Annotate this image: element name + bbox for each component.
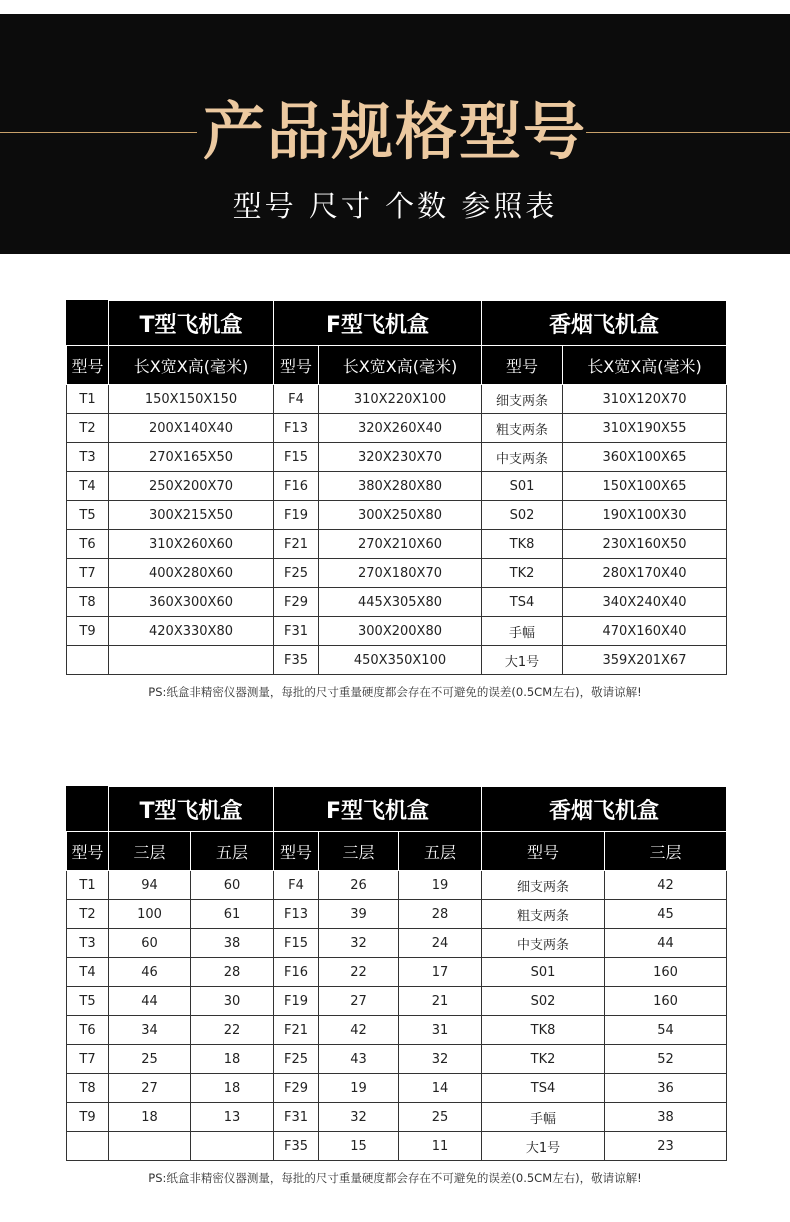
count-spec-table xyxy=(66,786,727,1161)
table-cell: 300X250X80 xyxy=(319,501,482,530)
table-cell: F21 xyxy=(274,1016,319,1045)
table-cell: 44 xyxy=(109,987,191,1016)
table-cell: TK8 xyxy=(482,530,563,559)
col-header-dimensions: 长X宽X高(毫米) xyxy=(563,346,727,385)
table-cell: 359X201X67 xyxy=(563,646,727,675)
table-cell: 27 xyxy=(319,987,399,1016)
table-cell: S02 xyxy=(482,987,605,1016)
group-header-cigarette-box: 香烟飞机盒 xyxy=(482,787,727,832)
table-cell: 42 xyxy=(319,1016,399,1045)
table-cell: 310X190X55 xyxy=(563,414,727,443)
table-cell: 320X230X70 xyxy=(319,443,482,472)
table-cell: F29 xyxy=(274,588,319,617)
table-cell: 54 xyxy=(605,1016,727,1045)
table-cell: 52 xyxy=(605,1045,727,1074)
table-row xyxy=(67,958,727,987)
table-cell: TS4 xyxy=(482,588,563,617)
table-cell: T3 xyxy=(67,929,109,958)
table-cell: T4 xyxy=(67,472,109,501)
group-header-f-box: F型飞机盒 xyxy=(274,301,482,346)
table-cell: 38 xyxy=(191,929,274,958)
col-header-dimensions: 长X宽X高(毫米) xyxy=(319,346,482,385)
table-cell: TK2 xyxy=(482,559,563,588)
table-row xyxy=(67,617,727,646)
table-cell: 39 xyxy=(319,900,399,929)
table-cell: T4 xyxy=(67,958,109,987)
table-cell: 320X260X40 xyxy=(319,414,482,443)
table-cell: 61 xyxy=(191,900,274,929)
table-cell: F29 xyxy=(274,1074,319,1103)
table-cell: 470X160X40 xyxy=(563,617,727,646)
table-cell: F31 xyxy=(274,617,319,646)
table-cell: 270X180X70 xyxy=(319,559,482,588)
table-cell: 27 xyxy=(109,1074,191,1103)
group-header-row xyxy=(67,301,727,346)
table-cell: 150X100X65 xyxy=(563,472,727,501)
col-header-model: 型号 xyxy=(67,346,109,385)
table-cell: 22 xyxy=(191,1016,274,1045)
col-header-five-layer: 五层 xyxy=(191,832,274,871)
table-row xyxy=(67,1074,727,1103)
table-cell: 11 xyxy=(399,1132,482,1161)
table-row xyxy=(67,871,727,900)
table-cell: T7 xyxy=(67,1045,109,1074)
table-cell: 150X150X150 xyxy=(109,385,274,414)
table-cell: 310X220X100 xyxy=(319,385,482,414)
table-cell: 36 xyxy=(605,1074,727,1103)
table-cell: 大1号 xyxy=(482,646,563,675)
group-header-row xyxy=(67,787,727,832)
table-cell: 23 xyxy=(605,1132,727,1161)
table-cell: 250X200X70 xyxy=(109,472,274,501)
table-cell: F16 xyxy=(274,958,319,987)
table-cell: 细支两条 xyxy=(482,385,563,414)
table-row xyxy=(67,501,727,530)
table-cell: 31 xyxy=(399,1016,482,1045)
table-cell: 中支两条 xyxy=(482,443,563,472)
table-cell: F4 xyxy=(274,871,319,900)
table-cell: T6 xyxy=(67,1016,109,1045)
table-cell: 360X100X65 xyxy=(563,443,727,472)
table-cell: 24 xyxy=(399,929,482,958)
table-cell: 380X280X80 xyxy=(319,472,482,501)
table-cell: 32 xyxy=(399,1045,482,1074)
table-cell: 160 xyxy=(605,987,727,1016)
table-cell: 60 xyxy=(191,871,274,900)
table-cell: 25 xyxy=(109,1045,191,1074)
table-cell: 420X330X80 xyxy=(109,617,274,646)
table-row xyxy=(67,530,727,559)
table-cell: F31 xyxy=(274,1103,319,1132)
table-row xyxy=(67,588,727,617)
table-cell: 大1号 xyxy=(482,1132,605,1161)
table-cell: 30 xyxy=(191,987,274,1016)
table-cell: 18 xyxy=(191,1045,274,1074)
table-cell: 300X215X50 xyxy=(109,501,274,530)
table-cell: 280X170X40 xyxy=(563,559,727,588)
table-cell: 13 xyxy=(191,1103,274,1132)
table-cell: 200X140X40 xyxy=(109,414,274,443)
size-table-note: PS:纸盒非精密仪器测量，每批的尺寸重量硬度都会存在不可避免的误差(0.5CM左右)，敬请谅解! xyxy=(148,685,642,699)
table-cell: T9 xyxy=(67,1103,109,1132)
table-cell: 42 xyxy=(605,871,727,900)
table-cell: F4 xyxy=(274,385,319,414)
table-cell: F16 xyxy=(274,472,319,501)
table-cell: 28 xyxy=(191,958,274,987)
table-cell: T1 xyxy=(67,871,109,900)
table-cell: 细支两条 xyxy=(482,871,605,900)
table-row xyxy=(67,646,727,675)
col-header-model: 型号 xyxy=(274,346,319,385)
table-cell: T2 xyxy=(67,900,109,929)
col-header-dimensions: 长X宽X高(毫米) xyxy=(109,346,274,385)
table-cell: 手幅 xyxy=(482,617,563,646)
table-cell: F13 xyxy=(274,414,319,443)
table-cell: 190X100X30 xyxy=(563,501,727,530)
table-cell: 270X210X60 xyxy=(319,530,482,559)
column-header-row xyxy=(67,832,727,871)
table-cell: F35 xyxy=(274,1132,319,1161)
table-cell: 21 xyxy=(399,987,482,1016)
table-cell: TS4 xyxy=(482,1074,605,1103)
table-row xyxy=(67,559,727,588)
table-cell: 300X200X80 xyxy=(319,617,482,646)
table-cell: T2 xyxy=(67,414,109,443)
table-cell: 19 xyxy=(399,871,482,900)
table-cell: 32 xyxy=(319,929,399,958)
table-cell: S01 xyxy=(482,472,563,501)
table-cell: F13 xyxy=(274,900,319,929)
header-blank-cell xyxy=(67,301,109,346)
table-cell: 25 xyxy=(399,1103,482,1132)
group-header-cigarette-box: 香烟飞机盒 xyxy=(482,301,727,346)
group-header-t-box: T型飞机盒 xyxy=(109,787,274,832)
table-cell: 60 xyxy=(109,929,191,958)
table-cell: 100 xyxy=(109,900,191,929)
table-cell: T1 xyxy=(67,385,109,414)
table-cell xyxy=(67,1132,109,1161)
table-row xyxy=(67,1045,727,1074)
table-cell: 44 xyxy=(605,929,727,958)
table-cell: 45 xyxy=(605,900,727,929)
column-header-row xyxy=(67,346,727,385)
table-cell: 230X160X50 xyxy=(563,530,727,559)
table-cell: 310X260X60 xyxy=(109,530,274,559)
table-cell: 26 xyxy=(319,871,399,900)
table-cell: F35 xyxy=(274,646,319,675)
table-cell: 400X280X60 xyxy=(109,559,274,588)
table-cell xyxy=(109,646,274,675)
table-cell: F19 xyxy=(274,987,319,1016)
table-row xyxy=(67,929,727,958)
table-cell: T6 xyxy=(67,530,109,559)
col-header-three-layer: 三层 xyxy=(319,832,399,871)
table-cell: 粗支两条 xyxy=(482,414,563,443)
table-cell: TK2 xyxy=(482,1045,605,1074)
table-row xyxy=(67,414,727,443)
table-cell: 18 xyxy=(109,1103,191,1132)
table-cell: 445X305X80 xyxy=(319,588,482,617)
table-cell: 340X240X40 xyxy=(563,588,727,617)
col-header-model: 型号 xyxy=(482,832,605,871)
page-title: 产品规格型号 xyxy=(202,95,587,168)
table-cell: F21 xyxy=(274,530,319,559)
header-banner xyxy=(0,14,790,254)
table-cell: 28 xyxy=(399,900,482,929)
table-cell: 310X120X70 xyxy=(563,385,727,414)
table-cell: F15 xyxy=(274,929,319,958)
group-header-f-box: F型飞机盒 xyxy=(274,787,482,832)
table-row xyxy=(67,1103,727,1132)
group-header-t-box: T型飞机盒 xyxy=(109,301,274,346)
table-cell: T9 xyxy=(67,617,109,646)
table-cell xyxy=(67,646,109,675)
col-header-three-layer: 三层 xyxy=(109,832,191,871)
table-cell: 94 xyxy=(109,871,191,900)
table-cell: 18 xyxy=(191,1074,274,1103)
table-row xyxy=(67,1016,727,1045)
table-cell: 19 xyxy=(319,1074,399,1103)
table-cell: 160 xyxy=(605,958,727,987)
table-cell: S02 xyxy=(482,501,563,530)
header-blank-cell xyxy=(67,787,109,832)
col-header-three-layer: 三层 xyxy=(605,832,727,871)
table-cell: F25 xyxy=(274,1045,319,1074)
col-header-five-layer: 五层 xyxy=(399,832,482,871)
table-cell: 46 xyxy=(109,958,191,987)
table-cell: 22 xyxy=(319,958,399,987)
table-row xyxy=(67,1132,727,1161)
table-row xyxy=(67,472,727,501)
page-subtitle: 型号 尺寸 个数 参照表 xyxy=(232,189,558,223)
col-header-model: 型号 xyxy=(67,832,109,871)
table-cell: 270X165X50 xyxy=(109,443,274,472)
table-cell: 15 xyxy=(319,1132,399,1161)
table-cell: 38 xyxy=(605,1103,727,1132)
count-table-note: PS:纸盒非精密仪器测量，每批的尺寸重量硬度都会存在不可避免的误差(0.5CM左右)，敬请谅解! xyxy=(148,1171,642,1185)
table-row xyxy=(67,987,727,1016)
table-cell: 32 xyxy=(319,1103,399,1132)
size-spec-table xyxy=(66,300,727,675)
table-cell: 43 xyxy=(319,1045,399,1074)
col-header-model: 型号 xyxy=(482,346,563,385)
table-cell: S01 xyxy=(482,958,605,987)
table-cell: F25 xyxy=(274,559,319,588)
table-cell: 360X300X60 xyxy=(109,588,274,617)
table-row xyxy=(67,385,727,414)
table-row xyxy=(67,443,727,472)
table-cell: 粗支两条 xyxy=(482,900,605,929)
table-cell: F15 xyxy=(274,443,319,472)
table-cell: F19 xyxy=(274,501,319,530)
table-cell xyxy=(109,1132,191,1161)
table-cell xyxy=(191,1132,274,1161)
table-row xyxy=(67,900,727,929)
table-cell: 手幅 xyxy=(482,1103,605,1132)
table-cell: T5 xyxy=(67,501,109,530)
table-cell: T5 xyxy=(67,987,109,1016)
table-cell: T7 xyxy=(67,559,109,588)
table-cell: T8 xyxy=(67,1074,109,1103)
table-cell: TK8 xyxy=(482,1016,605,1045)
table-cell: 34 xyxy=(109,1016,191,1045)
table-cell: 17 xyxy=(399,958,482,987)
table-cell: 450X350X100 xyxy=(319,646,482,675)
table-cell: 中支两条 xyxy=(482,929,605,958)
table-cell: T3 xyxy=(67,443,109,472)
table-cell: T8 xyxy=(67,588,109,617)
col-header-model: 型号 xyxy=(274,832,319,871)
table-cell: 14 xyxy=(399,1074,482,1103)
